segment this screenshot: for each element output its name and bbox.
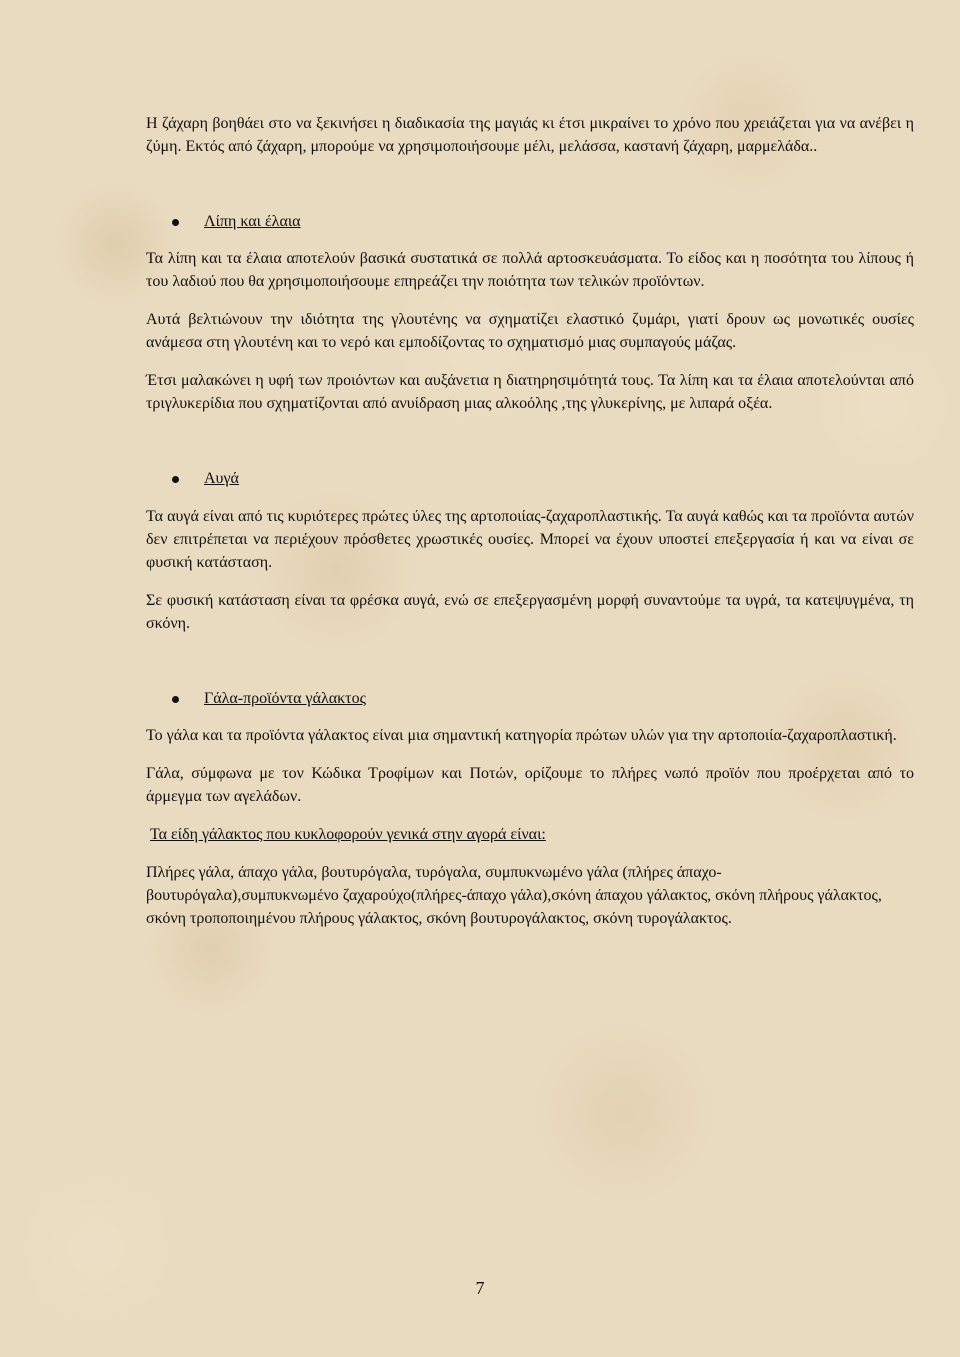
heading-milk-label: Γάλα-προϊόντα γάλακτος bbox=[204, 690, 366, 707]
paragraph-fats-gluten: Αυτά βελτιώνουν την ιδιότητα της γλουτένης να σχηματίζει ελαστικό ζυμάρι, γιατί δρουν ως μονωτικές ουσίες ανάμεσα στη γλουτένη και το νερό και εμποδίζοντας το σχηματισμό μιας συμπαγούς μάζας. bbox=[146, 311, 914, 351]
milk-types-heading-text: Τα είδη γάλακτος που κυκλοφορούν γενικά στην αγορά είναι: bbox=[150, 826, 546, 843]
bullet-icon bbox=[172, 476, 179, 483]
heading-fats-label: Λίπη και έλαια bbox=[204, 213, 301, 230]
paragraph-fats-intro: Τα λίπη και τα έλαια αποτελούν βασικά συστατικά σε πολλά αρτοσκευάσματα. Το είδος και η ποσότητα του λίπους ή του λαδιού που θα χρησιμοποιήσουμε επηρεάζει την ποιότητα των τελικών προϊόντων. bbox=[146, 250, 914, 290]
heading-eggs-label: Αυγά bbox=[204, 470, 239, 487]
heading-milk bbox=[146, 687, 914, 710]
heading-eggs bbox=[146, 467, 914, 490]
paragraph-eggs-intro: Τα αυγά είναι από τις κυριότερες πρώτες ύλες της αρτοποιίας-ζαχαροπλαστικής. Τα αυγά καθώς και τα προϊόντα αυτών δεν επιτρέπεται να περιέχουν πρόσθετες χρωστικές ουσίες. Μπορεί να έχουν υποστεί επεξεργασία ή και να είναι σε φυσική κατάσταση. bbox=[146, 508, 914, 571]
paragraph-milk-definition: Γάλα, σύμφωνα με τον Κώδικα Τροφίμων και Ποτών, ορίζουμε το πλήρες νωπό προϊόν που προέρχεται από το άρμεγμα των αγελάδων. bbox=[146, 765, 914, 805]
paragraph-milk-types-heading bbox=[146, 823, 914, 846]
paragraph-eggs-state: Σε φυσική κατάσταση είναι τα φρέσκα αυγά, ενώ σε επεξεργασμένη μορφή συναντούμε τα υγρά, τα κατεψυγμένα, τη σκόνη. bbox=[146, 592, 914, 632]
document-page bbox=[146, 112, 914, 930]
paragraph-sugar: Η ζάχαρη βοηθάει στο να ξεκινήσει η διαδικασία της μαγιάς κι έτσι μικραίνει το χρόνο που χρειάζεται για να ανέβει η ζύμη. Εκτός από ζάχαρη, μπορούμε να χρησιμοποιήσουμε μέλι, μελάσσα, καστανή ζάχαρη, μαρμελάδα.. bbox=[146, 115, 914, 155]
paragraph-milk-types-list: Πλήρες γάλα, άπαχο γάλα, βουτυρόγαλα, τυρόγαλα, συμπυκνωμένο γάλα (πλήρες άπαχο-βουτυρόγαλα),συμπυκνωμένο ζαχαρούχο(πλήρες-άπαχο γάλα),σκόνη άπαχου γάλακτος, σκόνη πλήρους γάλακτος, σκόνη τροποποιημένου πλήρους γάλακτος, σκόνη βουτυρογάλακτος, σκόνη τυρογάλακτος. bbox=[146, 864, 882, 927]
bullet-icon bbox=[172, 219, 179, 226]
paragraph-fats-texture: Έτσι μαλακώνει η υφή των προιόντων και αυξάνετια η διατηρησιμότητά τους. Τα λίπη και τα έλαια αποτελούνται από τριγλυκερίδια που σχηματίζονται από ανυίδραση μιας αλκοόλης ,της γλυκερίνης, με λιπαρά οξέα. bbox=[146, 372, 914, 412]
paragraph-milk-intro: Το γάλα και τα προϊόντα γάλακτος είναι μια σημαντική κατηγορία πρώτων υλών για την αρτοποιία-ζαχαροπλαστική. bbox=[146, 727, 897, 744]
page-number: 7 bbox=[475, 1278, 485, 1298]
heading-fats bbox=[146, 210, 914, 233]
bullet-icon bbox=[172, 696, 179, 703]
